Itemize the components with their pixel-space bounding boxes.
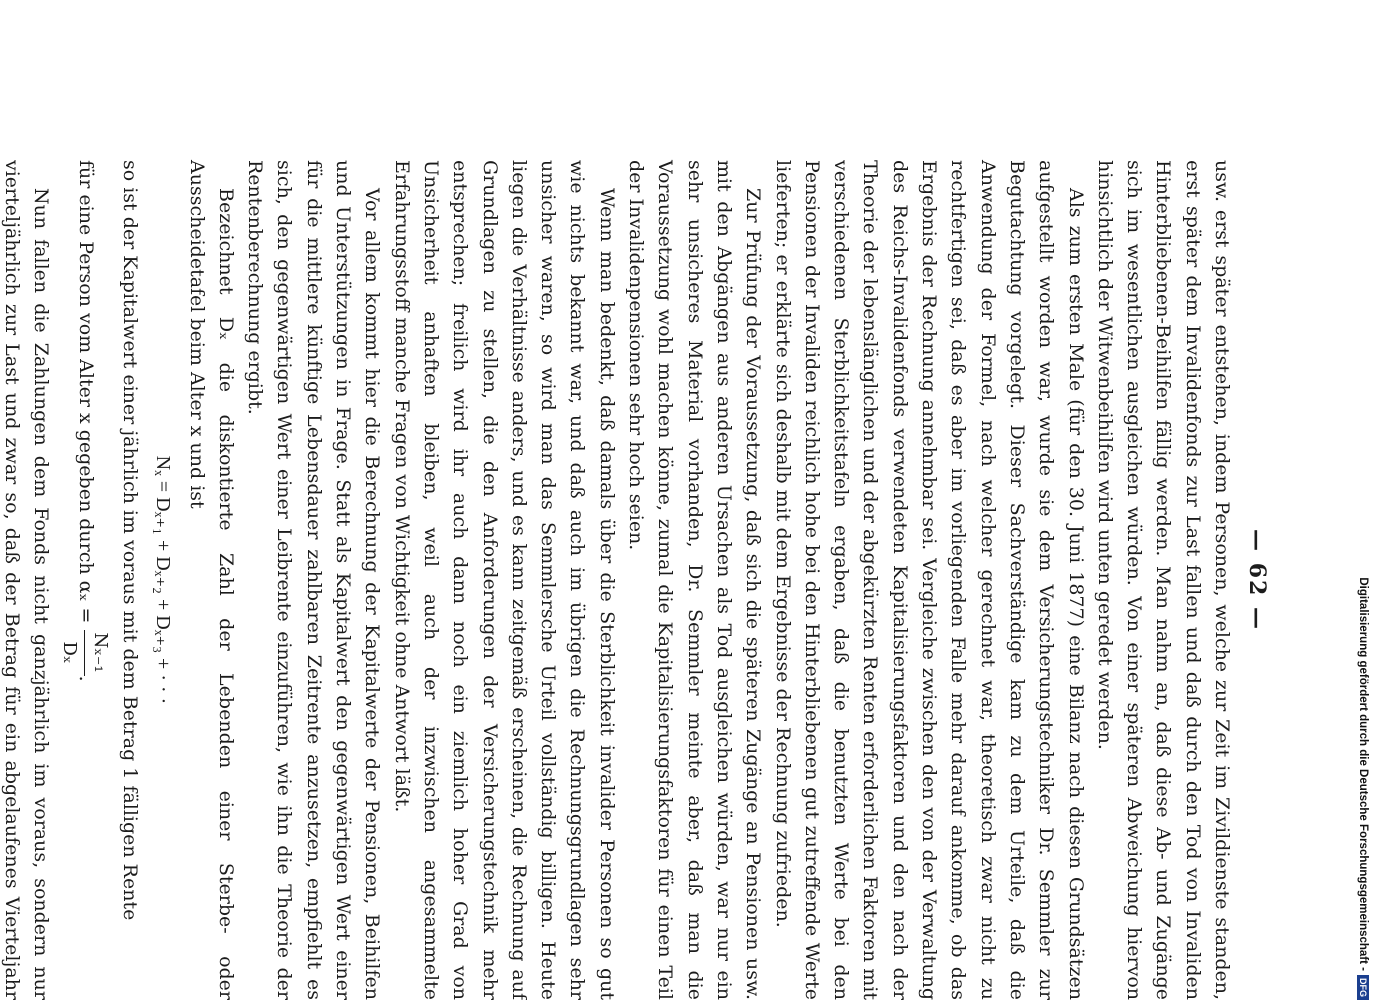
paragraph: Zur Prüfung der Voraussetzung, daß sich die späteren Zugänge an Pensionen usw. mit den Abgängen aus anderen Ursachen als Tod ausgleichen würden, war nur ein sehr unsicheres Material vorhanden, Dr. Semmler meinte aber, daß man die Voraussetzung wohl machen könne, zumal die Kapitalisierungsfaktoren für einen Teil der Invalidenpensionen sehr hoch seien.: [625, 160, 765, 1000]
formula-alpha-prefix: für eine Person vom Alter x gegeben durch αₓ =: [74, 160, 97, 624]
formula-n: Nₓ = Dₓ₊₁ + Dₓ₊₂ + Dₓ₊₃ + · · ·: [152, 455, 175, 705]
paragraph: Nun fallen die Zahlungen dem Fonds nicht ganzjährlich im voraus, sondern nur vierteljährlich zur Last und zwar so, daß der Betrag für ein abgelaufenes Vierteljahr: [0, 160, 53, 1000]
page-body: [0, 160, 1236, 1000]
paragraph: Bezeichnet Dₓ die diskontierte Zahl der Lebenden einer Sterbe- oder Ausscheidetafel beim Alter x und ist: [185, 160, 237, 1000]
fraction: [55, 630, 115, 676]
formula-alpha-line: [55, 160, 115, 1000]
fraction-numerator: Nₓ₋₁: [84, 630, 114, 676]
page-number: — 62 —: [1244, 529, 1270, 631]
paragraph: Als zum ersten Male (für den 30. Juni 1877) eine Bilanz nach diesen Grundsätzen aufgestellt worden war, wurde sie dem Versicherungstechniker Dr. Semmler zur Begutachtung vorgelegt. Dieser Sachverständige kam zu dem Urteile, daß die Anwendung der Formel, nach welcher gerechnet war, theoretisch zwar nicht zu rechtfertigen sei, daß es aber im vorliegenden Falle mehr darauf ankomme, ob das Ergebnis der Rechnung annehmbar sei. Vergleiche zwischen den von der Verwaltung des Reichs-Invalidenfonds verwendeten Kapitalisierungsfaktoren und den nach der Theorie der lebenslänglichen und der abgekürzten Renten erforderlichen Faktoren mit verschiedenen Sterblichkeitstafeln ergaben, daß die benutzten Werte bei den Pensionen der Invaliden reichlich hohe bei den Hinterbliebenen gut zutreffende Werte lieferten; er erklärte sich deshalb mit dem Ergebnisse der Rechnung zufrieden.: [771, 160, 1087, 1000]
paragraph: Vor allem kommt hier die Berechnung der Kapitalwerte der Pensionen, Beihilfen und Unterstützungen in Frage. Statt als Kapitalwert den gegenwärtigen Wert einer für die mittlere künftige Lebensdauer zahlbaren Zeitrente anzusetzen, empfiehlt es sich, den gegenwärtigen Wert einer Leibrente einzuführen, wie ihn die Theorie der Rentenberechnung ergibt.: [244, 160, 384, 1000]
paragraph: so ist der Kapitalwert einer jährlich im voraus mit dem Betrag 1 fälligen Rente: [119, 160, 142, 921]
dfg-logo: DFG: [1357, 975, 1369, 1000]
formula-alpha-suffix: .: [74, 675, 97, 682]
digitization-credit: [1354, 10, 1372, 1000]
paragraph: usw. erst später entstehen, indem Personen, welche zur Zeit im Zivildienste standen, erst später dem Invalidenfonds zur Last fallen und daß durch den Tod von Invaliden Hinterbliebenen-Beihilfen fällig werden. Man nahm an, daß diese Ab- und Zugänge sich im wesentlichen ausgleichen würden. Von einer späteren Abweichung hiervon hinsichtlich der Witwenbeihilfen wird unten geredet werden.: [1093, 160, 1233, 1000]
credit-text: Digitalisierung gefördert durch die Deutsche Forschungsgemeinschaft -: [1357, 577, 1369, 971]
fraction-denominator: Dₓ: [59, 641, 81, 664]
rotated-page: [0, 160, 1270, 1000]
paragraph: Wenn man bedenkt, daß damals über die Sterblichkeit invalider Personen so gut wie nichts bekannt war, und daß auch im übrigen die Rechnungsgrundlagen sehr unsicher waren, so wird man das Semmlersche Urteil vollständig billigen. Heute liegen die Verhältnisse anders, und es kann zeitgemäß erscheinen, die Rechnung auf Grundlagen zu stellen, die den Anforderungen der Versicherungstechnik mehr entsprechen; freilich wird ihr auch dann noch ein ziemlich hoher Grad von Unsicherheit anhaften bleiben, weil auch der inzwischen angesammelte Erfahrungsstoff manche Fragen von Wichtigkeit ohne Antwort läßt.: [390, 160, 618, 1000]
